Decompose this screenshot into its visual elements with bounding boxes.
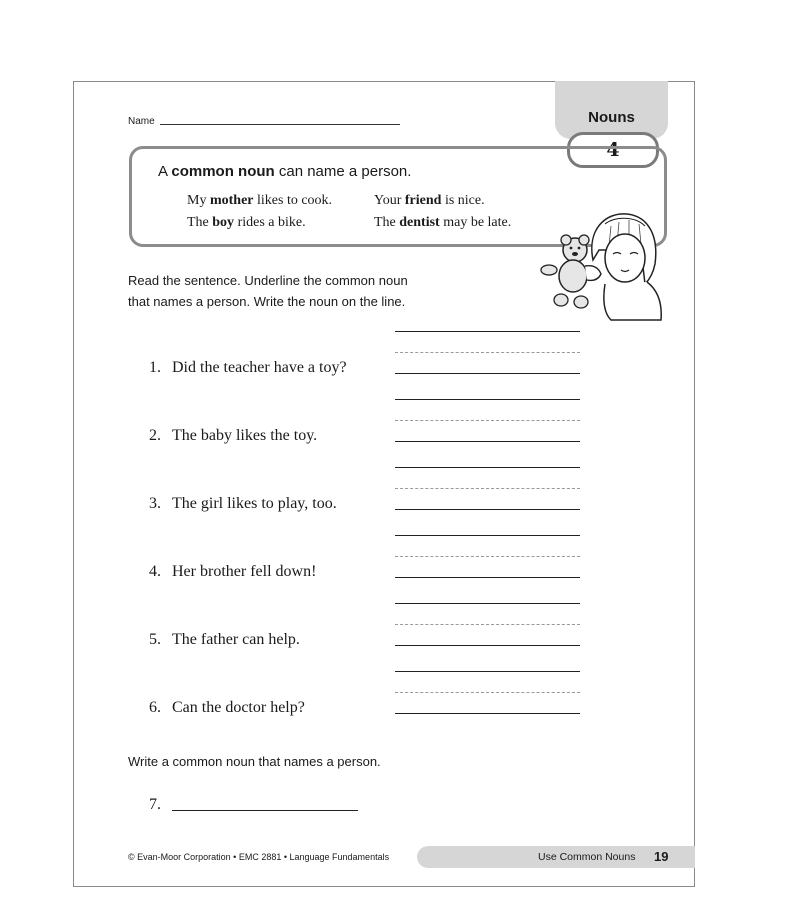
answer-top-line xyxy=(395,399,580,400)
question-7-answer-line[interactable] xyxy=(172,810,358,811)
question-item: 6. Can the doctor help? xyxy=(149,699,305,716)
instructions-line-1: Read the sentence. Underline the common noun xyxy=(128,273,408,288)
lesson-number-badge: 4 xyxy=(567,132,659,168)
question-item: 3. The girl likes to play, too. xyxy=(149,495,337,512)
answer-top-line xyxy=(395,671,580,672)
topic-tab xyxy=(555,81,668,139)
answer-mid-line xyxy=(395,556,580,557)
answer-mid-line xyxy=(395,420,580,421)
answer-line[interactable] xyxy=(395,441,580,442)
example-sentence: The boy rides a bike. xyxy=(187,215,306,230)
question-item: 4. Her brother fell down! xyxy=(149,563,317,580)
answer-line[interactable] xyxy=(395,373,580,374)
answer-line[interactable] xyxy=(395,645,580,646)
example-sentence: My mother likes to cook. xyxy=(187,193,333,208)
question-item: 1. Did the teacher have a toy? xyxy=(149,359,347,376)
footer-copyright: © Evan-Moor Corporation • EMC 2881 • Language Fundamentals xyxy=(128,852,390,862)
answer-top-line xyxy=(395,331,580,332)
answer-mid-line xyxy=(395,488,580,489)
answer-line[interactable] xyxy=(395,713,580,714)
answer-line[interactable] xyxy=(395,577,580,578)
answer-top-line xyxy=(395,467,580,468)
answer-top-line xyxy=(395,535,580,536)
topic-tab-label: Nouns xyxy=(588,109,635,126)
example-sentence: Your friend is nice. xyxy=(374,193,485,208)
answer-mid-line xyxy=(395,352,580,353)
name-label: Name xyxy=(128,116,155,127)
instructions-line-2: that names a person. Write the noun on the line. xyxy=(128,294,406,309)
question-item: 2. The baby likes the toy. xyxy=(149,427,318,444)
answer-top-line xyxy=(395,603,580,604)
part2-instruction: Write a common noun that names a person. xyxy=(128,754,381,769)
girl-with-teddy-bear-illustration xyxy=(535,210,665,322)
name-write-line[interactable] xyxy=(160,124,400,125)
question-item: 5. The father can help. xyxy=(149,631,300,648)
question-7-number: 7. xyxy=(149,796,161,813)
footer-title: Use Common Nouns xyxy=(538,851,636,863)
page-number: 19 xyxy=(654,849,669,864)
example-sentence: The dentist may be late. xyxy=(374,215,512,230)
answer-mid-line xyxy=(395,624,580,625)
answer-line[interactable] xyxy=(395,509,580,510)
answer-mid-line xyxy=(395,692,580,693)
rule-heading: A common noun can name a person. xyxy=(158,163,412,180)
